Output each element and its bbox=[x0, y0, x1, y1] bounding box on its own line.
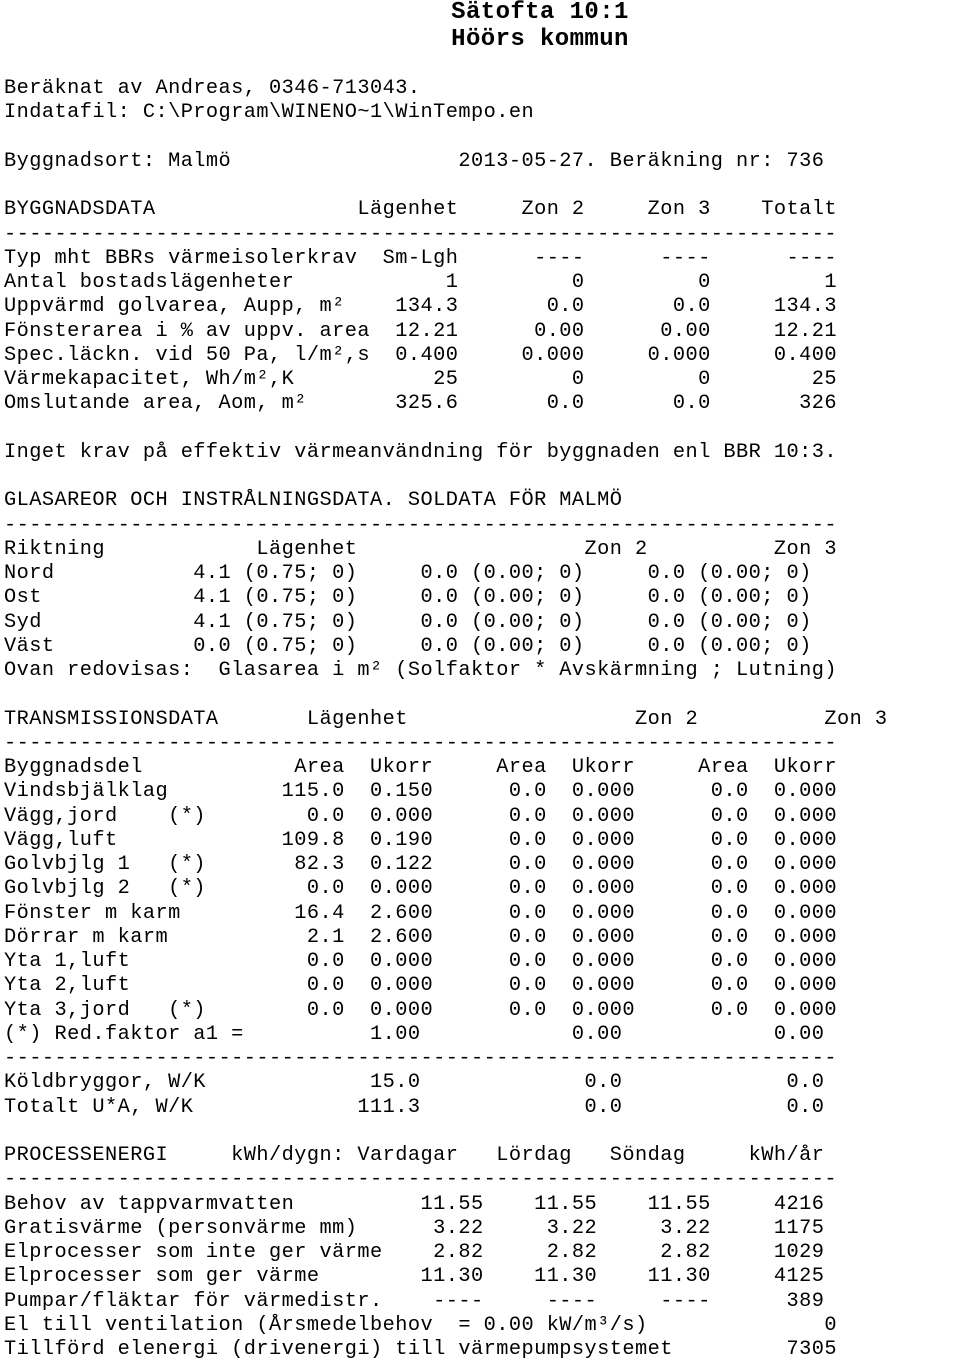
report-line: Golvbjlg 1 (*) 82.3 0.122 0.0 0.000 0.0 0.000 bbox=[4, 853, 837, 876]
document-title: Sätofta 10:1 bbox=[451, 0, 629, 26]
report-line: Ovan redovisas: Glasarea i m² (Solfaktor * Avskärmning ; Lutning) bbox=[4, 659, 837, 682]
report-line: Väst 0.0 (0.75; 0) 0.0 (0.00; 0) 0.0 (0.00; 0) bbox=[4, 634, 812, 658]
divider-line: ------------------------------------------------------------------ bbox=[4, 1047, 837, 1070]
report-line: PROCESSENERGI kWh/dygn: Vardagar Lördag Söndag kWh/år bbox=[4, 1144, 825, 1167]
report-line: Riktning Lägenhet Zon 2 Zon 3 bbox=[4, 537, 837, 561]
report-line: Typ mht BBRs värmeisolerkrav Sm-Lgh ---- ---- ---- bbox=[4, 246, 837, 270]
report-line: Totalt U*A, W/K 111.3 0.0 0.0 bbox=[4, 1095, 825, 1119]
report-line: Värmekapacitet, Wh/m²,K 25 0 0 25 bbox=[4, 368, 837, 391]
divider-line: ------------------------------------------------------------------ bbox=[4, 222, 837, 246]
report-line: Spec.läckn. vid 50 Pa, l/m²,s 0.400 0.000 0.000 0.400 bbox=[4, 343, 837, 367]
report-line: GLASAREOR OCH INSTRÅLNINGSDATA. SOLDATA FÖR MALMÖ bbox=[4, 489, 623, 513]
report-line: (*) Red.faktor a1 = 1.00 0.00 0.00 bbox=[4, 1022, 825, 1046]
report-line: Nord 4.1 (0.75; 0) 0.0 (0.00; 0) 0.0 (0.00; 0) bbox=[4, 562, 812, 585]
report-line: Syd 4.1 (0.75; 0) 0.0 (0.00; 0) 0.0 (0.00; 0) bbox=[4, 610, 812, 634]
report-line: Dörrar m karm 2.1 2.600 0.0 0.000 0.0 0.000 bbox=[4, 925, 837, 949]
report-line: Indatafil: C:\Program\WINENO~1\WinTempo.en bbox=[4, 101, 535, 125]
report-line: Beräknat av Andreas, 0346-713043. bbox=[4, 77, 421, 100]
report-line: Antal bostadslägenheter 1 0 0 1 bbox=[4, 271, 837, 294]
report-line: Byggnadsort: Malmö 2013-05-27. Beräkning nr: 736 bbox=[4, 149, 825, 173]
report-line: Gratisvärme (personvärme mm) 3.22 3.22 3.22 1175 bbox=[4, 1216, 825, 1240]
report-line: Pumpar/fläktar för värmedistr. ---- ---- ---- 389 bbox=[4, 1289, 825, 1313]
report-line: TRANSMISSIONSDATA Lägenhet Zon 2 Zon 3 bbox=[4, 707, 888, 731]
report-line: Yta 1,luft 0.0 0.000 0.0 0.000 0.0 0.000 bbox=[4, 950, 837, 973]
report-line: Byggnadsdel Area Ukorr Area Ukorr Area Ukorr bbox=[4, 756, 837, 779]
divider-line: ------------------------------------------------------------------ bbox=[4, 731, 837, 755]
report-line: Vägg,jord (*) 0.0 0.000 0.0 0.000 0.0 0.000 bbox=[4, 804, 837, 828]
report-line: Ost 4.1 (0.75; 0) 0.0 (0.00; 0) 0.0 (0.00; 0) bbox=[4, 586, 812, 610]
report-line: Uppvärmd golvarea, Aupp, m² 134.3 0.0 0.0 134.3 bbox=[4, 295, 837, 319]
report-line: Omslutande area, Aom, m² 325.6 0.0 0.0 326 bbox=[4, 392, 837, 416]
divider-line: ------------------------------------------------------------------ bbox=[4, 513, 837, 537]
report-line: Elprocesser som ger värme 11.30 11.30 11.30 4125 bbox=[4, 1265, 825, 1289]
report-line: Köldbryggor, W/K 15.0 0.0 0.0 bbox=[4, 1071, 825, 1095]
report-line: Tillförd elenergi (drivenergi) till värmepumpsystemet 7305 bbox=[4, 1338, 837, 1361]
report-line: Golvbjlg 2 (*) 0.0 0.000 0.0 0.000 0.0 0.000 bbox=[4, 877, 837, 901]
report-line: Elprocesser som inte ger värme 2.82 2.82 2.82 1029 bbox=[4, 1241, 825, 1264]
report-line: Yta 2,luft 0.0 0.000 0.0 0.000 0.0 0.000 bbox=[4, 974, 837, 998]
divider-line: ------------------------------------------------------------------ bbox=[4, 1168, 837, 1192]
report-line: Vägg,luft 109.8 0.190 0.0 0.000 0.0 0.000 bbox=[4, 828, 837, 852]
report-line: Yta 3,jord (*) 0.0 0.000 0.0 0.000 0.0 0.000 bbox=[4, 998, 837, 1022]
report-line: Fönster m karm 16.4 2.600 0.0 0.000 0.0 0.000 bbox=[4, 901, 837, 925]
report-line: BYGGNADSDATA Lägenhet Zon 2 Zon 3 Totalt bbox=[4, 198, 837, 222]
document-subtitle: Höörs kommun bbox=[451, 26, 629, 53]
report-line: Inget krav på effektiv värmeanvändning för byggnaden enl BBR 10:3. bbox=[4, 440, 837, 464]
report-line: Vindsbjälklag 115.0 0.150 0.0 0.000 0.0 0.000 bbox=[4, 780, 837, 804]
report-line: El till ventilation (Årsmedelbehov = 0.00 kW/m³/s) 0 bbox=[4, 1313, 837, 1337]
report-line: Behov av tappvarmvatten 11.55 11.55 11.55 4216 bbox=[4, 1192, 825, 1216]
report-line: Fönsterarea i % av uppv. area 12.21 0.00 0.00 12.21 bbox=[4, 319, 837, 343]
